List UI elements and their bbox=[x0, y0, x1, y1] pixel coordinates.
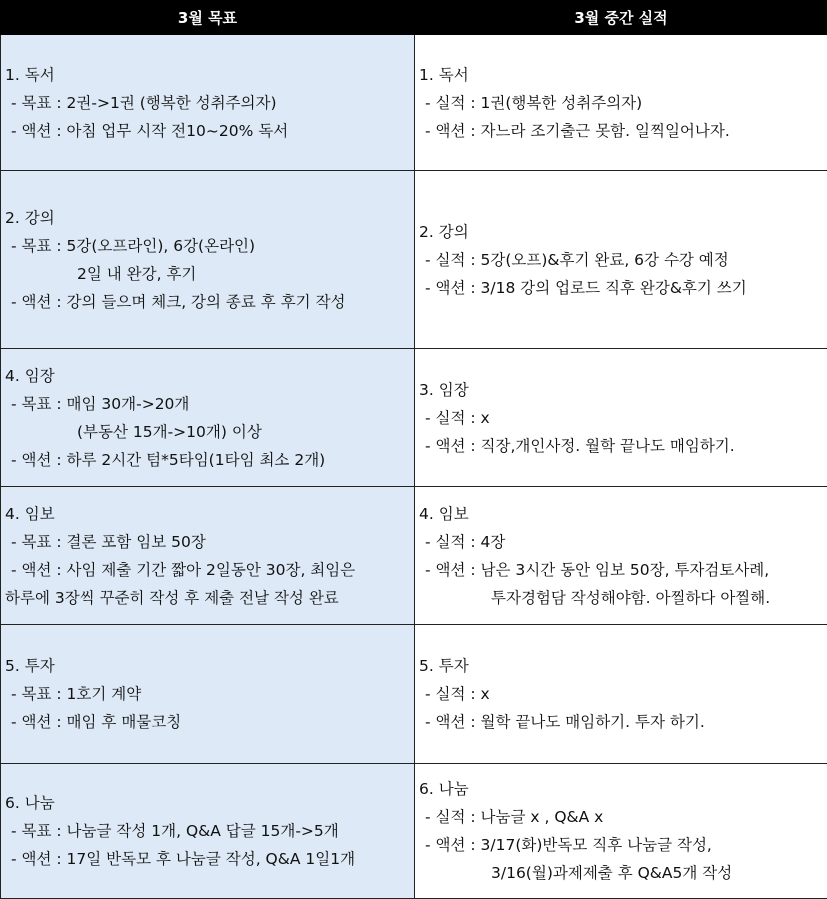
goal-continuation-line: 2일 내 완강, 후기 bbox=[5, 260, 414, 288]
table-row bbox=[1, 625, 827, 764]
section-title: 4. 임보 bbox=[419, 500, 827, 528]
section-title: 3. 임장 bbox=[419, 376, 827, 404]
action-line: - 액션 : 17일 반독모 후 나눔글 작성, Q&A 1일1개 bbox=[5, 845, 414, 873]
action-line: - 액션 : 매임 후 매물코칭 bbox=[5, 708, 414, 736]
goal-line: - 목표 : 1호기 계약 bbox=[5, 680, 414, 708]
result-cell bbox=[415, 625, 827, 764]
result-cell bbox=[415, 35, 827, 171]
action-continuation-line: 투자경험담 작성해야함. 아찔하다 아찔해. bbox=[419, 584, 827, 612]
action-line: - 액션 : 사임 제출 기간 짧아 2일동안 30장, 최임은 bbox=[5, 556, 414, 584]
goal-continuation-line: (부동산 15개->10개) 이상 bbox=[5, 418, 414, 446]
result-line: - 실적 : x bbox=[419, 680, 827, 708]
goal-cell bbox=[1, 764, 415, 899]
result-cell bbox=[415, 764, 827, 899]
result-cell bbox=[415, 487, 827, 625]
goal-cell bbox=[1, 35, 415, 171]
table-row bbox=[1, 764, 827, 899]
goal-cell bbox=[1, 349, 415, 487]
table-row bbox=[1, 487, 827, 625]
section-title: 1. 독서 bbox=[419, 61, 827, 89]
table-row bbox=[1, 35, 827, 171]
header-goals: 3월 목표 bbox=[1, 1, 415, 35]
result-line: - 실적 : 나눔글 x , Q&A x bbox=[419, 803, 827, 831]
section-title: 6. 나눔 bbox=[419, 775, 827, 803]
action-line: - 액션 : 강의 들으며 체크, 강의 종료 후 후기 작성 bbox=[5, 288, 414, 316]
result-line: - 실적 : x bbox=[419, 404, 827, 432]
result-line: - 실적 : 5강(오프)&후기 완료, 6강 수강 예정 bbox=[419, 246, 827, 274]
goal-line: - 목표 : 나눔글 작성 1개, Q&A 답글 15개->5개 bbox=[5, 817, 414, 845]
section-title: 4. 임보 bbox=[5, 500, 414, 528]
goal-line: - 목표 : 2권->1권 (행복한 성취주의자) bbox=[5, 89, 414, 117]
section-title: 4. 임장 bbox=[5, 362, 414, 390]
result-cell bbox=[415, 171, 827, 349]
action-continuation-line: 3/16(월)과제제출 후 Q&A5개 작성 bbox=[419, 859, 827, 887]
result-line: - 실적 : 1권(행복한 성취주의자) bbox=[419, 89, 827, 117]
action-line: - 액션 : 남은 3시간 동안 임보 50장, 투자검토사례, bbox=[419, 556, 827, 584]
action-line: - 액션 : 직장,개인사정. 월학 끝나도 매임하기. bbox=[419, 432, 827, 460]
section-title: 5. 투자 bbox=[5, 652, 414, 680]
goal-cell bbox=[1, 171, 415, 349]
action-line: - 액션 : 3/17(화)반독모 직후 나눔글 작성, bbox=[419, 831, 827, 859]
section-title: 2. 강의 bbox=[5, 204, 414, 232]
table-row bbox=[1, 171, 827, 349]
header-row bbox=[1, 1, 827, 35]
action-line: - 액션 : 월학 끝나도 매임하기. 투자 하기. bbox=[419, 708, 827, 736]
result-cell bbox=[415, 349, 827, 487]
goal-line: - 목표 : 5강(오프라인), 6강(온라인) bbox=[5, 232, 414, 260]
action-line: - 액션 : 3/18 강의 업로드 직후 완강&후기 쓰기 bbox=[419, 274, 827, 302]
goal-line: - 목표 : 매임 30개->20개 bbox=[5, 390, 414, 418]
section-title: 2. 강의 bbox=[419, 218, 827, 246]
goal-line: - 목표 : 결론 포함 임보 50장 bbox=[5, 528, 414, 556]
table-row bbox=[1, 349, 827, 487]
action-line: - 액션 : 자느라 조기출근 못함. 일찍일어나자. bbox=[419, 117, 827, 145]
action-continuation-line: 하루에 3장씩 꾸준히 작성 후 제출 전날 작성 완료 bbox=[5, 584, 414, 612]
action-line: - 액션 : 하루 2시간 텀*5타임(1타임 최소 2개) bbox=[5, 446, 414, 474]
section-title: 5. 투자 bbox=[419, 652, 827, 680]
goal-cell bbox=[1, 487, 415, 625]
goal-cell bbox=[1, 625, 415, 764]
header-midterm-results: 3월 중간 실적 bbox=[415, 1, 827, 35]
result-line: - 실적 : 4장 bbox=[419, 528, 827, 556]
section-title: 6. 나눔 bbox=[5, 789, 414, 817]
section-title: 1. 독서 bbox=[5, 61, 414, 89]
action-line: - 액션 : 아침 업무 시작 전10~20% 독서 bbox=[5, 117, 414, 145]
